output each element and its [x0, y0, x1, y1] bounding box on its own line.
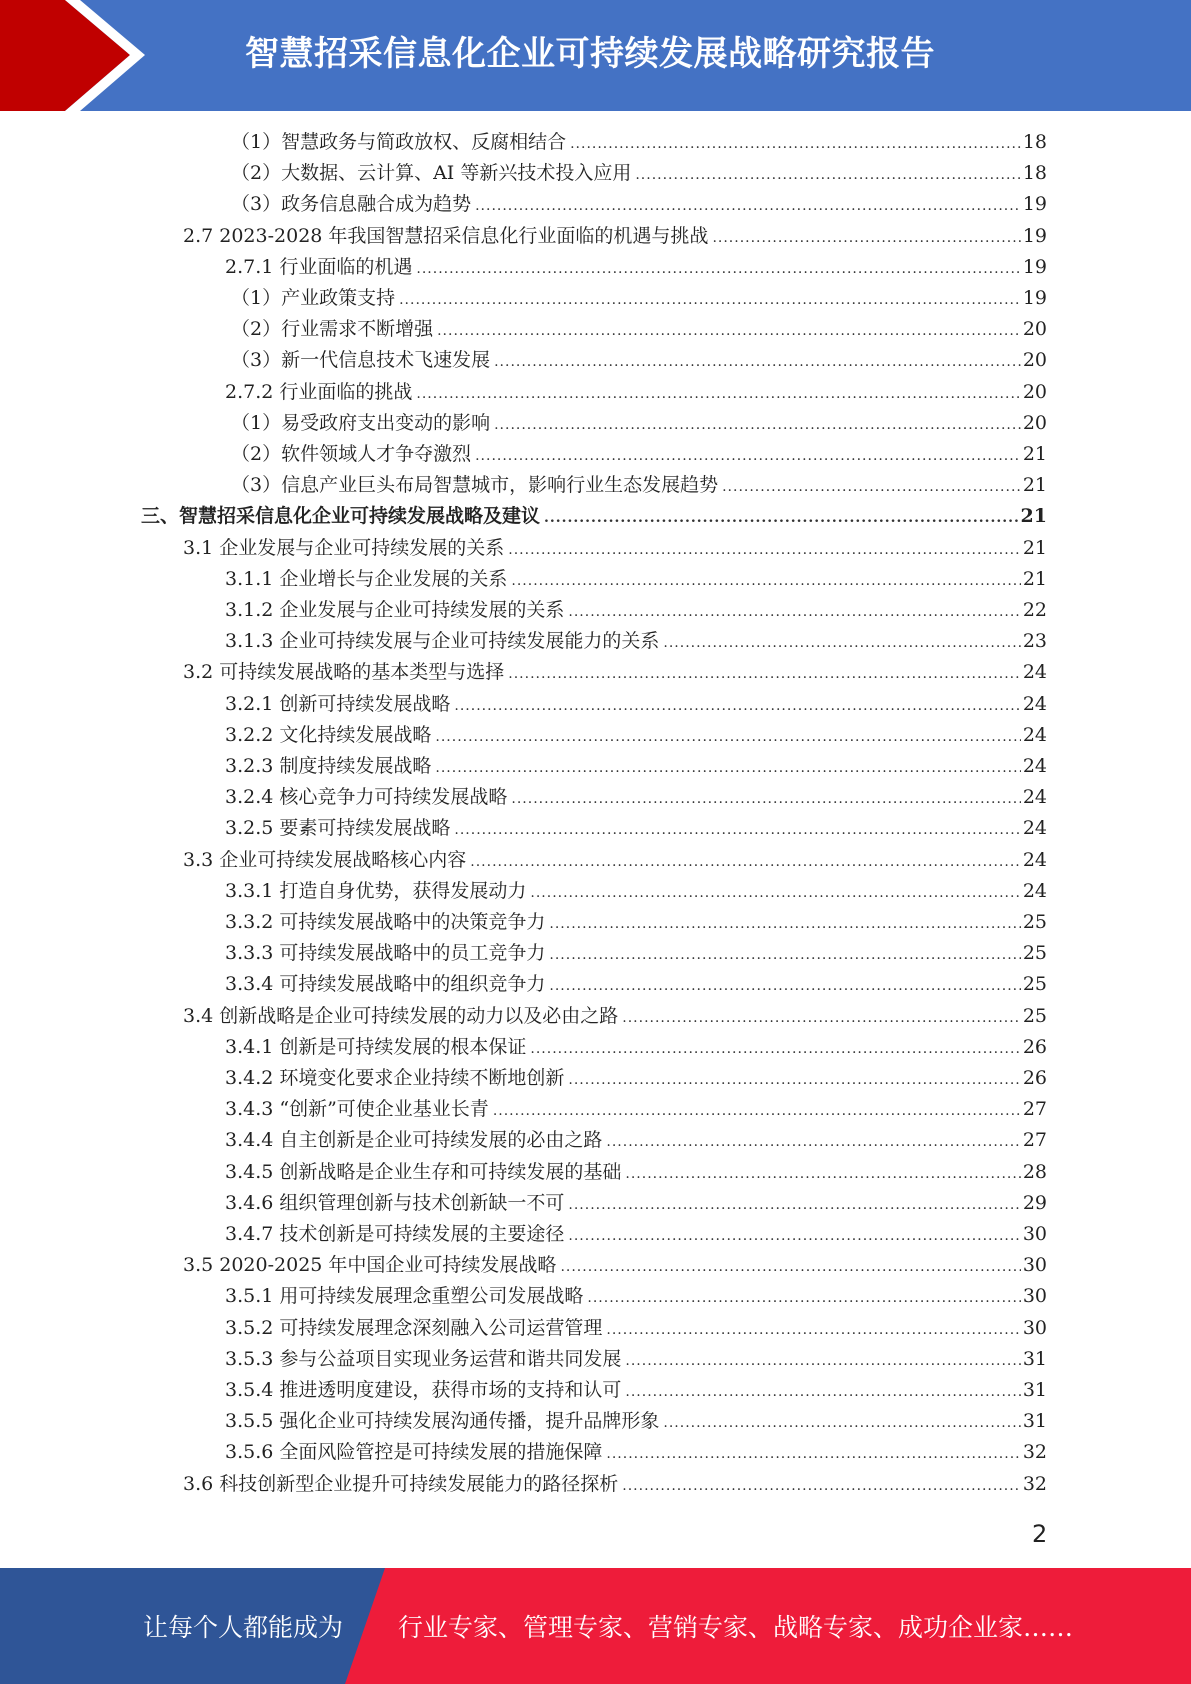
toc-entry[interactable]: [231, 127, 1047, 158]
toc-leader-dots: [622, 1003, 1021, 1034]
toc-leader-dots: [508, 659, 1021, 690]
toc-leader-dots: [475, 441, 1021, 472]
toc-entry[interactable]: [225, 1437, 1047, 1468]
toc-entry[interactable]: [231, 158, 1047, 189]
toc-leader-dots: [570, 129, 1021, 160]
toc-entry-label: 3.4.1 创新是可持续发展的根本保证: [225, 1036, 527, 1058]
toc-entry-page: 31: [1022, 1379, 1047, 1401]
toc-entry-label: 3.2.5 要素可持续发展战略: [225, 817, 451, 839]
toc-entry-label: 3.4.4 自主创新是企业可持续发展的必由之路: [225, 1129, 603, 1151]
toc-entry[interactable]: [225, 907, 1047, 938]
toc-leader-dots: [549, 971, 1020, 1002]
toc-entry-label: 3.2 可持续发展战略的基本类型与选择: [183, 661, 505, 683]
toc-leader-dots: [511, 566, 1020, 597]
toc-entry-page: 20: [1022, 381, 1047, 403]
toc-entry[interactable]: [183, 1001, 1047, 1032]
toc-entry-label: 3.1 企业发展与企业可持续发展的关系: [183, 537, 505, 559]
toc-entry-page: 21: [1020, 505, 1047, 527]
toc-leader-dots: [587, 1283, 1020, 1314]
toc-leader-dots: [560, 1252, 1020, 1283]
toc-entry[interactable]: [225, 1375, 1047, 1406]
toc-leader-dots: [454, 815, 1020, 846]
toc-entry-page: 21: [1022, 537, 1047, 559]
toc-entry-label: （1）产业政策支持: [231, 287, 396, 309]
toc-leader-dots: [568, 1065, 1020, 1096]
toc-entry-label: 3.4 创新战略是企业可持续发展的动力以及必由之路: [183, 1005, 619, 1027]
toc-entry-page: 20: [1022, 318, 1047, 340]
toc-entry-label: 3.5.2 可持续发展理念深刻融入公司运营管理: [225, 1317, 603, 1339]
toc-leader-dots: [435, 722, 1020, 753]
toc-entry-label: 2.7.2 行业面临的挑战: [225, 381, 413, 403]
toc-entry[interactable]: [225, 1094, 1047, 1125]
footer-slogan-right: 行业专家、管理专家、营销专家、战略专家、成功企业家……: [398, 1613, 1074, 1642]
toc-leader-dots: [544, 503, 1019, 534]
toc-leader-dots: [454, 691, 1020, 722]
toc-entry-page: 21: [1022, 443, 1047, 465]
toc-entry[interactable]: [225, 1032, 1047, 1063]
toc-entry[interactable]: [231, 345, 1047, 376]
toc-leader-dots: [568, 1221, 1020, 1252]
toc-entry-page: 19: [1022, 256, 1047, 278]
toc-entry[interactable]: [225, 1344, 1047, 1375]
toc-entry-label: （3）新一代信息技术飞速发展: [231, 349, 491, 371]
toc-entry-label: 3.5.6 全面风险管控是可持续发展的措施保障: [225, 1441, 603, 1463]
toc-entry-label: 3.1.3 企业可持续发展与企业可持续发展能力的关系: [225, 630, 660, 652]
toc-entry-label: 2.7 2023-2028 年我国智慧招采信息化行业面临的机遇与挑战: [183, 225, 709, 247]
toc-leader-dots: [416, 379, 1020, 410]
toc-entry-label: 三、智慧招采信息化企业可持续发展战略及建议: [141, 505, 541, 527]
toc-entry[interactable]: [231, 470, 1047, 501]
toc-entry-label: 3.3.1 打造自身优势，获得发展动力: [225, 880, 527, 902]
toc-entry[interactable]: [231, 314, 1047, 345]
toc-entry[interactable]: [225, 782, 1047, 813]
toc-entry-label: 3.3 企业可持续发展战略核心内容: [183, 849, 467, 871]
toc-entry-label: 3.3.4 可持续发展战略中的组织竞争力: [225, 973, 546, 995]
toc-entry-page: 30: [1022, 1223, 1047, 1245]
toc-entry-label: 3.1.2 企业发展与企业可持续发展的关系: [225, 599, 565, 621]
toc-entry[interactable]: [225, 969, 1047, 1000]
toc-entry[interactable]: [225, 876, 1047, 907]
toc-entry[interactable]: [225, 1188, 1047, 1219]
toc-entry-page: 19: [1022, 225, 1047, 247]
toc-entry-page: 32: [1022, 1441, 1047, 1463]
toc-entry-page: 24: [1022, 693, 1047, 715]
toc-leader-dots: [635, 160, 1020, 191]
toc-entry-page: 24: [1022, 661, 1047, 683]
toc-leader-dots: [663, 1408, 1020, 1439]
toc-leader-dots: [494, 410, 1021, 441]
toc-entry-label: （2）大数据、云计算、AI 等新兴技术投入应用: [231, 162, 632, 184]
toc-entry[interactable]: [141, 501, 1047, 532]
toc-entry-page: 24: [1022, 849, 1047, 871]
toc-entry-label: 3.5 2020-2025 年中国企业可持续发展战略: [183, 1254, 557, 1276]
toc-entry[interactable]: [225, 595, 1047, 626]
toc-entry-label: 3.2.4 核心竞争力可持续发展战略: [225, 786, 508, 808]
toc-entry[interactable]: [231, 189, 1047, 220]
toc-entry[interactable]: [225, 1219, 1047, 1250]
toc-leader-dots: [508, 535, 1021, 566]
toc-entry-page: 25: [1022, 973, 1047, 995]
toc-entry-label: 3.4.5 创新战略是企业生存和可持续发展的基础: [225, 1161, 622, 1183]
toc-entry-label: 3.5.1 用可持续发展理念重塑公司发展战略: [225, 1285, 584, 1307]
toc-entry[interactable]: [183, 221, 1047, 252]
toc-entry[interactable]: [231, 439, 1047, 470]
toc-entry[interactable]: [183, 1469, 1047, 1500]
toc-entry-label: 2.7.1 行业面临的机遇: [225, 256, 413, 278]
toc-leader-dots: [549, 940, 1020, 971]
toc-entry-page: 24: [1022, 880, 1047, 902]
toc-entry-label: 3.6 科技创新型企业提升可持续发展能力的路径探析: [183, 1473, 619, 1495]
toc-entry-label: （1）智慧政务与简政放权、反腐相结合: [231, 131, 567, 153]
toc-entry[interactable]: [183, 657, 1047, 688]
toc-entry[interactable]: [225, 720, 1047, 751]
toc-entry-page: 30: [1022, 1285, 1047, 1307]
toc-entry-label: 3.1.1 企业增长与企业发展的关系: [225, 568, 508, 590]
toc-leader-dots: [663, 628, 1020, 659]
toc-entry[interactable]: [225, 1281, 1047, 1312]
toc-entry-page: 22: [1022, 599, 1047, 621]
toc-entry-label: 3.5.3 参与公益项目实现业务运营和谐共同发展: [225, 1348, 622, 1370]
toc-entry-label: （2）软件领域人才争夺激烈: [231, 443, 472, 465]
toc-entry-page: 18: [1022, 162, 1047, 184]
toc-entry-page: 28: [1022, 1161, 1047, 1183]
toc-entry-label: 3.2.2 文化持续发展战略: [225, 724, 432, 746]
toc-entry-page: 31: [1022, 1410, 1047, 1432]
toc-leader-dots: [549, 909, 1020, 940]
toc-leader-dots: [435, 753, 1020, 784]
toc-entry[interactable]: [183, 845, 1047, 876]
toc-entry[interactable]: [231, 283, 1047, 314]
toc-entry[interactable]: [225, 377, 1047, 408]
toc-entry-page: 24: [1022, 786, 1047, 808]
toc-entry[interactable]: [225, 1157, 1047, 1188]
toc-entry[interactable]: [225, 1313, 1047, 1344]
toc-leader-dots: [606, 1439, 1020, 1470]
toc-leader-dots: [712, 223, 1020, 254]
toc-entry-page: 19: [1022, 193, 1047, 215]
toc-leader-dots: [568, 1190, 1020, 1221]
toc-leader-dots: [625, 1159, 1020, 1190]
toc-entry-label: 3.4.2 环境变化要求企业持续不断地创新: [225, 1067, 565, 1089]
toc-entry-label: 3.4.6 组织管理创新与技术创新缺一不可: [225, 1192, 565, 1214]
toc-entry[interactable]: [225, 1406, 1047, 1437]
toc-leader-dots: [416, 254, 1020, 285]
toc-leader-dots: [625, 1377, 1020, 1408]
toc-entry[interactable]: [231, 408, 1047, 439]
toc-leader-dots: [530, 1034, 1020, 1065]
toc-entry-label: 3.4.7 技术创新是可持续发展的主要途径: [225, 1223, 565, 1245]
toc-leader-dots: [493, 1096, 1021, 1127]
page-header: [0, 0, 1191, 111]
toc-entry[interactable]: [225, 689, 1047, 720]
toc-entry-page: 29: [1022, 1192, 1047, 1214]
toc-entry-page: 24: [1022, 755, 1047, 777]
toc-leader-dots: [625, 1346, 1020, 1377]
toc-entry-label: （2）行业需求不断增强: [231, 318, 434, 340]
toc-leader-dots: [437, 316, 1021, 347]
toc-entry-page: 25: [1022, 942, 1047, 964]
toc-entry-label: 3.4.3 “创新”可使企业基业长青: [225, 1098, 489, 1120]
toc-entry[interactable]: [225, 564, 1047, 595]
toc-entry-page: 31: [1022, 1348, 1047, 1370]
toc-entry-label: 3.3.3 可持续发展战略中的员工竞争力: [225, 942, 546, 964]
toc-leader-dots: [606, 1315, 1020, 1346]
toc-entry-page: 23: [1022, 630, 1047, 652]
toc-leader-dots: [722, 472, 1021, 503]
toc-leader-dots: [470, 847, 1021, 878]
toc-entry-page: 27: [1022, 1129, 1047, 1151]
toc-entry[interactable]: [225, 1063, 1047, 1094]
toc-entry[interactable]: [225, 813, 1047, 844]
toc-entry[interactable]: [183, 533, 1047, 564]
toc-entry-page: 24: [1022, 817, 1047, 839]
toc-entry-page: 21: [1022, 474, 1047, 496]
toc-entry-label: （3）信息产业巨头布局智慧城市，影响行业生态发展趋势: [231, 474, 719, 496]
toc-entry-page: 26: [1022, 1067, 1047, 1089]
toc-entry-page: 25: [1022, 1005, 1047, 1027]
toc-entry[interactable]: [225, 938, 1047, 969]
toc-leader-dots: [511, 784, 1020, 815]
toc-leader-dots: [494, 347, 1021, 378]
toc-entry[interactable]: [225, 1125, 1047, 1156]
toc-entry-label: 3.5.4 推进透明度建设，获得市场的支持和认可: [225, 1379, 622, 1401]
toc-entry-page: 20: [1022, 349, 1047, 371]
toc-entry-page: 30: [1022, 1254, 1047, 1276]
toc-entry-label: 3.5.5 强化企业可持续发展沟通传播，提升品牌形象: [225, 1410, 660, 1432]
toc-entry-page: 27: [1022, 1098, 1047, 1120]
toc-entry-label: （3）政务信息融合成为趋势: [231, 193, 472, 215]
toc-entry-page: 21: [1022, 568, 1047, 590]
toc-entry-page: 32: [1022, 1473, 1047, 1495]
toc-entry-label: 3.2.3 制度持续发展战略: [225, 755, 432, 777]
toc-entry-label: 3.3.2 可持续发展战略中的决策竞争力: [225, 911, 546, 933]
toc-entry-page: 26: [1022, 1036, 1047, 1058]
toc-entry-page: 30: [1022, 1317, 1047, 1339]
toc-entry[interactable]: [225, 751, 1047, 782]
toc-entry-page: 18: [1022, 131, 1047, 153]
footer-slogan-left: 让每个人都能成为: [143, 1613, 344, 1642]
toc-leader-dots: [568, 597, 1020, 628]
toc-entry[interactable]: [183, 1250, 1047, 1281]
toc-leader-dots: [475, 191, 1021, 222]
toc-entry-page: 24: [1022, 724, 1047, 746]
toc-entry-page: 25: [1022, 911, 1047, 933]
toc-leader-dots: [399, 285, 1021, 316]
toc-entry[interactable]: [225, 626, 1047, 657]
page-footer: [0, 1568, 1191, 1684]
toc-entry-page: 20: [1022, 412, 1047, 434]
report-title: 智慧招采信息化企业可持续发展战略研究报告: [245, 34, 935, 74]
toc-entry-label: （1）易受政府支出变动的影响: [231, 412, 491, 434]
page-number: 2: [1032, 1520, 1048, 1548]
toc-entry-label: 3.2.1 创新可持续发展战略: [225, 693, 451, 715]
toc-leader-dots: [530, 878, 1020, 909]
toc-leader-dots: [622, 1471, 1021, 1502]
toc-entry-page: 19: [1022, 287, 1047, 309]
toc-entry[interactable]: [225, 252, 1047, 283]
toc-leader-dots: [606, 1127, 1020, 1158]
